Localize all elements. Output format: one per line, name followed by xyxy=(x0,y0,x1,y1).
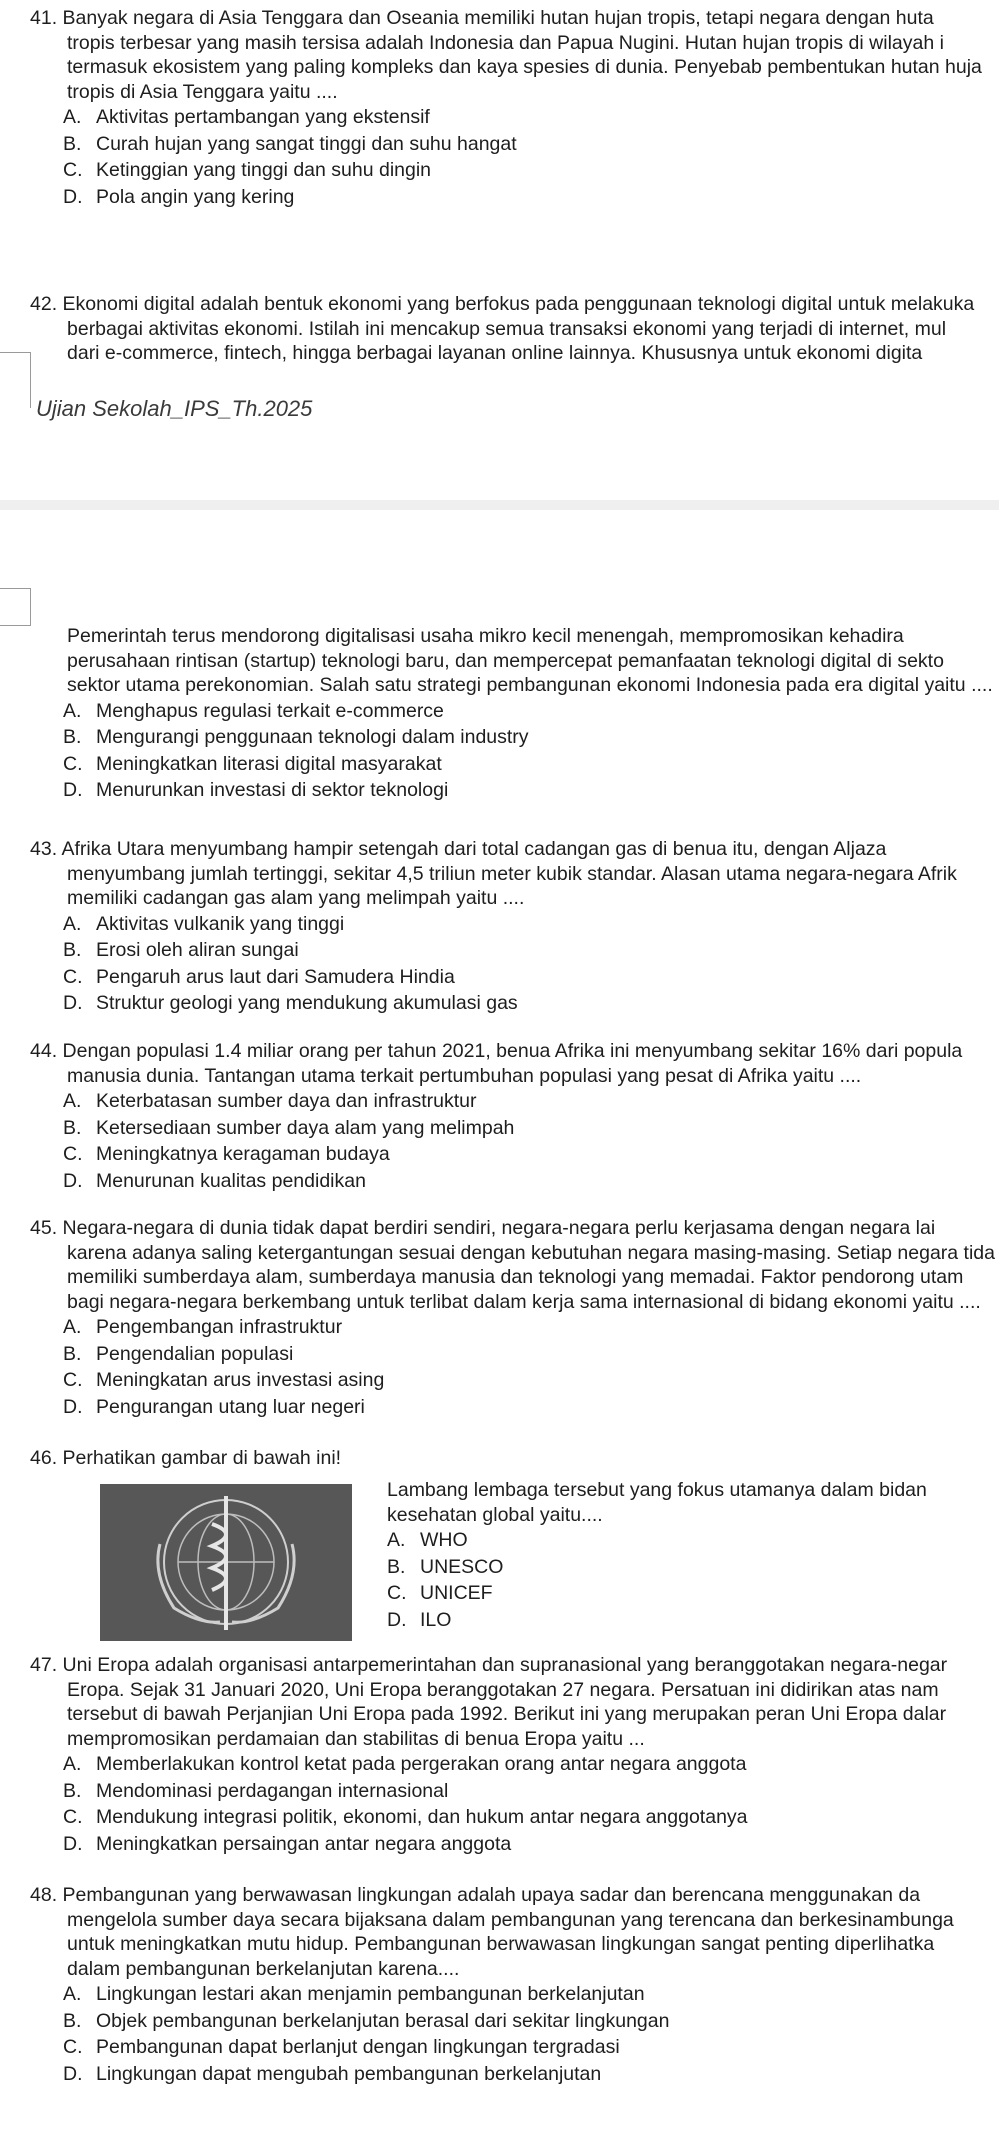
page-corner-mark xyxy=(0,352,31,408)
question-line: dalam pembangunan berkelanjutan karena.... xyxy=(67,1957,460,1980)
question-title: 46. Perhatikan gambar di bawah ini! xyxy=(30,1447,342,1469)
option-list xyxy=(30,911,999,1017)
option-a[interactable]: A. Pengembangan infrastruktur xyxy=(63,1316,343,1338)
option-d[interactable]: D. Meningkatkan persaingan antar negara anggota xyxy=(63,1832,512,1855)
option-d[interactable]: D. Pola angin yang kering xyxy=(63,185,295,208)
option-d[interactable]: D. Pengurangan utang luar negeri xyxy=(63,1395,365,1418)
question-line: mempromosikan perdamaian dan stabilitas di benua Eropa yaitu ... xyxy=(67,1727,645,1750)
question-text xyxy=(387,1478,999,1527)
question-line: sektor utama perekonomian. Salah satu strategi pembangunan ekonomi Indonesia pada era digital yaitu .... xyxy=(67,674,993,696)
question-line: berbagai aktivitas ekonomi. Istilah ini mencakup semua transaksi ekonomi yang terjadi di internet, mul xyxy=(67,317,947,340)
option-b[interactable]: B. Objek pembangunan berkelanjutan berasal dari sekitar lingkungan xyxy=(63,2009,670,2032)
question-line: mengelola sumber daya secara bijaksana dalam pembangunan yang terencana dan berkesinambunga xyxy=(67,1908,954,1931)
option-b[interactable]: B. Mendominasi perdagangan internasional xyxy=(63,1779,449,1802)
question-text xyxy=(30,6,999,104)
option-a[interactable]: A. Keterbatasan sumber daya dan infrastruktur xyxy=(63,1090,477,1112)
option-d[interactable]: D. Struktur geologi yang mendukung akumulasi gas xyxy=(63,992,518,1014)
question-42-part-1 xyxy=(30,292,999,366)
option-d[interactable]: D. Menurunkan investasi di sektor teknologi xyxy=(63,779,449,801)
question-46-body xyxy=(387,1478,999,1633)
question-line: Lambang lembaga tersebut yang fokus utamanya dalam bidan xyxy=(387,1479,927,1501)
option-c[interactable]: C. Meningkatkan literasi digital masyarakat xyxy=(63,752,442,775)
question-line: 48. Pembangunan yang berwawasan lingkungan adalah upaya sadar dan berencana menggunakan da xyxy=(30,1884,921,1906)
question-line: 47. Uni Eropa adalah organisasi antarpemerintahan dan supranasional yang beranggotakan negara-negar xyxy=(30,1654,948,1676)
question-line: untuk meningkatkan mutu hidup. Pembangunan berwawasan lingkungan sangat penting diperlihatka xyxy=(67,1933,935,1955)
option-d[interactable]: D. Menurunan kualitas pendidikan xyxy=(63,1169,366,1192)
page-corner-mark xyxy=(0,588,31,626)
question-text xyxy=(30,1883,999,1981)
question-line: tersebut di bawah Perjanjian Uni Eropa pada 1992. Berikut ini yang merupakan peran Uni Eropa dalar xyxy=(67,1703,947,1725)
question-line: tropis di Asia Tenggara yaitu .... xyxy=(67,80,338,103)
question-43 xyxy=(30,837,999,1017)
page-footer-label: Ujian Sekolah_IPS_Th.2025 xyxy=(36,396,313,421)
question-line: termasuk ekosistem yang paling kompleks dan kaya spesies di dunia. Penyebab pembentukan hutan huja xyxy=(67,56,982,78)
option-a[interactable]: A. Aktivitas pertambangan yang ekstensif xyxy=(63,106,430,128)
option-a[interactable]: A. Menghapus regulasi terkait e-commerce xyxy=(63,699,444,722)
question-text xyxy=(30,1216,999,1314)
question-44 xyxy=(30,1039,999,1194)
option-list xyxy=(30,1751,999,1857)
question-line: 43. Afrika Utara menyumbang hampir setengah dari total cadangan gas di benua itu, dengan Aljaza xyxy=(30,838,887,860)
option-c[interactable]: C. UNICEF xyxy=(387,1582,493,1604)
question-41 xyxy=(30,6,999,210)
question-line: bagi negara-negara berkembang untuk terlibat dalam kerja sama internasional di bidang ekonomi yaitu .... xyxy=(67,1290,981,1313)
option-c[interactable]: C. Mendukung integrasi politik, ekonomi, dan hukum antar negara anggotanya xyxy=(63,1806,748,1828)
question-line: memiliki cadangan gas alam yang melimpah yaitu .... xyxy=(67,887,525,909)
question-line: 44. Dengan populasi 1.4 miliar orang per tahun 2021, benua Afrika ini menyumbang sekitar 16% dari popula xyxy=(30,1040,963,1062)
question-line: dari e-commerce, fintech, hingga berbagai layanan online lainnya. Khususnya untuk ekonomi digita xyxy=(67,342,923,364)
option-d[interactable]: D. ILO xyxy=(387,1608,452,1631)
option-list xyxy=(30,1088,999,1194)
question-text xyxy=(30,1039,999,1088)
question-line: 41. Banyak negara di Asia Tenggara dan Oseania memiliki hutan hujan tropis, tetapi negara dengan huta xyxy=(30,7,934,29)
question-text xyxy=(30,1653,999,1751)
option-b[interactable]: B. Pengendalian populasi xyxy=(63,1342,294,1365)
question-line: tropis terbesar yang masih tersisa adalah Indonesia dan Papua Nugini. Hutan hujan tropis di wilayah i xyxy=(67,31,944,54)
who-emblem-image xyxy=(100,1484,352,1641)
option-list xyxy=(30,1314,999,1420)
option-b[interactable]: B. Mengurangi penggunaan teknologi dalam industry xyxy=(63,726,529,748)
question-text xyxy=(30,624,999,698)
question-line: Eropa. Sejak 31 Januari 2020, Uni Eropa beranggotakan 27 negara. Persatuan ini didirikan atas nam xyxy=(67,1678,939,1701)
question-line: karena adanya saling ketergantungan sesuai dengan kebutuhan negara masing-masing. Setiap negara tida xyxy=(67,1241,995,1264)
question-line: menyumbang jumlah tertinggi, sekitar 4,5 triliun meter kubik standar. Alasan utama negara-negara Afrik xyxy=(67,862,957,885)
option-list xyxy=(30,104,999,210)
question-text xyxy=(30,837,999,911)
question-48 xyxy=(30,1883,999,2087)
option-a[interactable]: A. Lingkungan lestari akan menjamin pembangunan berkelanjutan xyxy=(63,1983,645,2005)
question-45 xyxy=(30,1216,999,1420)
option-list xyxy=(30,698,999,804)
option-b[interactable]: B. Curah hujan yang sangat tinggi dan suhu hangat xyxy=(63,132,517,155)
option-c[interactable]: C. Ketinggian yang tinggi dan suhu dingin xyxy=(63,159,432,181)
question-line: perusahaan rintisan (startup) teknologi baru, dan mempercepat pemanfaatan teknologi digital di sekto xyxy=(67,649,944,672)
option-list xyxy=(30,1981,999,2087)
question-47 xyxy=(30,1653,999,1857)
option-c[interactable]: C. Meningkatan arus investasi asing xyxy=(63,1369,385,1391)
question-46 xyxy=(30,1446,999,1471)
option-a[interactable]: A. Aktivitas vulkanik yang tinggi xyxy=(63,912,345,935)
option-b[interactable]: B. UNESCO xyxy=(387,1555,504,1578)
page-break-divider xyxy=(0,500,999,510)
question-line: 42. Ekonomi digital adalah bentuk ekonomi yang berfokus pada penggunaan teknologi digital untuk melakuka xyxy=(30,293,975,315)
who-emblem-icon xyxy=(100,1484,352,1641)
question-line: Pemerintah terus mendorong digitalisasi usaha mikro kecil menengah, mempromosikan kehadira xyxy=(67,625,904,647)
question-42-part-2 xyxy=(30,624,999,804)
question-line: 45. Negara-negara di dunia tidak dapat berdiri sendiri, negara-negara perlu kerjasama dengan negara lai xyxy=(30,1217,936,1239)
option-list xyxy=(387,1527,999,1633)
option-c[interactable]: C. Pembangunan dapat berlanjut dengan lingkungan tergradasi xyxy=(63,2036,620,2058)
option-b[interactable]: B. Ketersediaan sumber daya alam yang melimpah xyxy=(63,1116,515,1139)
option-c[interactable]: C. Meningkatnya keragaman budaya xyxy=(63,1143,390,1165)
option-c[interactable]: C. Pengaruh arus laut dari Samudera Hindia xyxy=(63,965,455,988)
option-b[interactable]: B. Erosi oleh aliran sungai xyxy=(63,939,299,961)
question-line: manusia dunia. Tantangan utama terkait pertumbuhan populasi yang pesat di Afrika yaitu .... xyxy=(67,1064,862,1087)
question-text xyxy=(30,292,999,366)
question-line: kesehatan global yaitu.... xyxy=(387,1503,603,1526)
option-d[interactable]: D. Lingkungan dapat mengubah pembangunan berkelanjutan xyxy=(63,2062,602,2085)
question-line: memiliki sumberdaya alam, sumberdaya manusia dan teknologi yang memadai. Faktor pendorong utam xyxy=(67,1266,964,1288)
option-a[interactable]: A. WHO xyxy=(387,1529,468,1551)
option-a[interactable]: A. Memberlakukan kontrol ketat pada pergerakan orang antar negara anggota xyxy=(63,1753,747,1775)
